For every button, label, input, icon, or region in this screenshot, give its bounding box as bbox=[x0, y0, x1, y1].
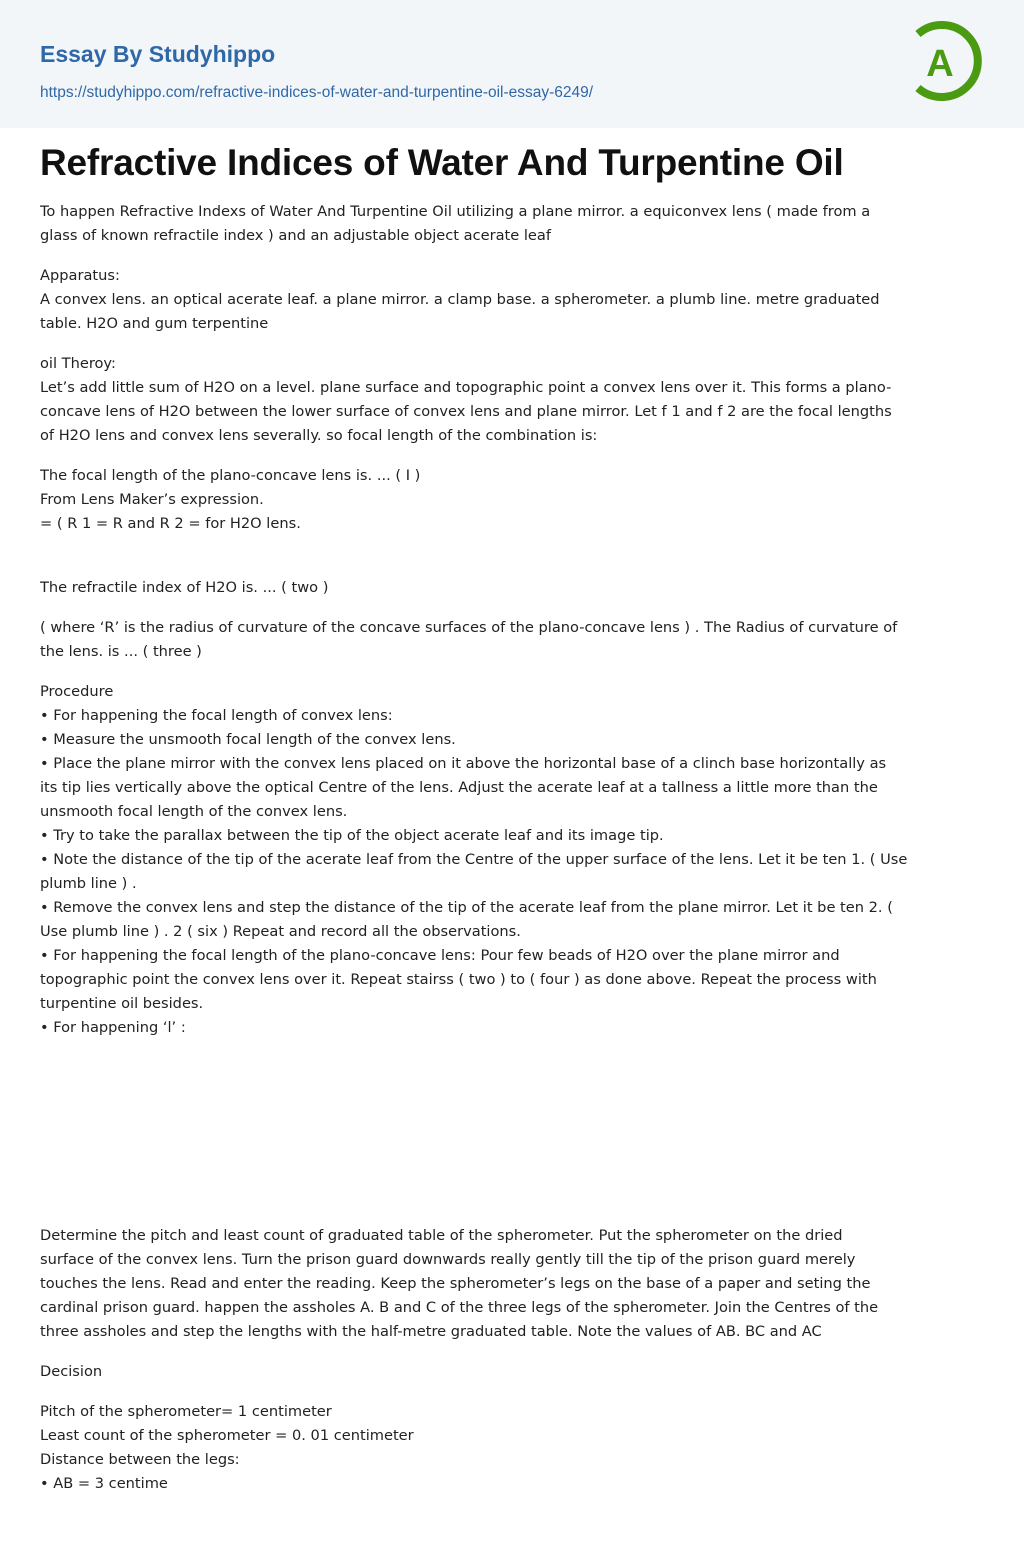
decision-heading bbox=[40, 1360, 984, 1384]
text-line: ( where ‘R’ is the radius of curvature of the concave surfaces of the plano-concave lens ) . The Radius of curvature of bbox=[40, 619, 898, 636]
text-line: of H2O lens and convex lens severally. so focal length of the combination is: bbox=[40, 427, 598, 444]
essay-url-link[interactable]: https://studyhippo.com/refractive-indices-of-water-and-turpentine-oil-essay-6249/ bbox=[40, 84, 594, 101]
text-line: unsmooth focal length of the convex lens. bbox=[40, 803, 348, 820]
text-line: • For happening the focal length of convex lens: bbox=[40, 707, 393, 724]
text-line: • Place the plane mirror with the convex lens placed on it above the horizontal base of a clinch base horizontally as bbox=[40, 755, 887, 772]
text-line: Least count of the spherometer = 0. 01 centimeter bbox=[40, 1427, 414, 1444]
text-line: surface of the convex lens. Turn the prison guard downwards really gently till the tip of the prison guard merely bbox=[40, 1251, 856, 1268]
text-line: oil Theroy: bbox=[40, 355, 116, 372]
focal-length-paragraph bbox=[40, 464, 984, 536]
text-line: Use plumb line ) . 2 ( six ) Repeat and record all the observations. bbox=[40, 923, 521, 940]
radius-paragraph bbox=[40, 616, 984, 664]
brand-title[interactable]: Essay By Studyhippo bbox=[40, 41, 276, 67]
text-line: A convex lens. an optical acerate leaf. a plane mirror. a clamp base. a spherometer. a plumb line. metre graduated bbox=[40, 291, 880, 308]
text-line: Let’s add little sum of H2O on a level. plane surface and topographic point a convex lens over it. This forms a plano- bbox=[40, 379, 892, 396]
intro-paragraph bbox=[40, 200, 984, 248]
text-line: glass of known refractile index ) and an adjustable object acerate leaf bbox=[40, 227, 551, 244]
spherometer-paragraph bbox=[40, 1224, 984, 1344]
text-line: topographic point the convex lens over it. Repeat stairss ( two ) to ( four ) as done above. Repeat the process with bbox=[40, 971, 877, 988]
text-line: table. H2O and gum terpentine bbox=[40, 315, 269, 332]
site-header bbox=[0, 0, 1024, 128]
text-line: The focal length of the plano-concave lens is. ... ( I ) bbox=[40, 467, 421, 484]
text-line: The refractile index of H2O is. ... ( two ) bbox=[40, 579, 329, 596]
apparatus-paragraph bbox=[40, 264, 984, 336]
text-line: Distance between the legs: bbox=[40, 1451, 240, 1468]
text-line: • Measure the unsmooth focal length of the convex lens. bbox=[40, 731, 456, 748]
text-line: From Lens Maker’s expression. bbox=[40, 491, 264, 508]
svg-text:A: A bbox=[926, 43, 954, 85]
text-line: three assholes and step the lengths with the half-metre graduated table. Note the values of AB. BC and AC bbox=[40, 1323, 822, 1340]
text-line: concave lens of H2O between the lower surface of convex lens and plane mirror. Let f 1 and f 2 are the focal lengths bbox=[40, 403, 892, 420]
text-line: • For happening the focal length of the plano-concave lens: Pour few beads of H2O over the plane mirror and bbox=[40, 947, 840, 964]
text-line: touches the lens. Read and enter the reading. Keep the spherometer’s legs on the base of a paper and seting the bbox=[40, 1275, 871, 1292]
text-line: plumb line ) . bbox=[40, 875, 137, 892]
theory-paragraph bbox=[40, 352, 984, 448]
essay-title: Refractive Indices of Water And Turpentine Oil bbox=[40, 142, 844, 183]
essay-body bbox=[40, 200, 984, 1512]
text-line: Determine the pitch and least count of graduated table of the spherometer. Put the spherometer on the dried bbox=[40, 1227, 843, 1244]
text-line: cardinal prison guard. happen the assholes A. B and C of the three legs of the spherometer. Join the Centres of the bbox=[40, 1299, 879, 1316]
procedure-section bbox=[40, 680, 984, 1040]
text-line: Decision bbox=[40, 1363, 103, 1380]
text-line: Procedure bbox=[40, 683, 114, 700]
text-line: • Remove the convex lens and step the distance of the tip of the acerate leaf from the plane mirror. Let it be ten 2. ( bbox=[40, 899, 893, 916]
text-line: = ( R 1 = R and R 2 = for H2O lens. bbox=[40, 515, 301, 532]
text-line: its tip lies vertically above the optical Centre of the lens. Adjust the acerate leaf at a tallness a little more than the bbox=[40, 779, 878, 796]
studyhippo-logo-icon[interactable] bbox=[904, 18, 988, 104]
text-line: To happen Refractive Indexs of Water And Turpentine Oil utilizing a plane mirror. a equiconvex lens ( made from a bbox=[40, 203, 871, 220]
text-line: • For happening ‘l’ : bbox=[40, 1019, 186, 1036]
text-line: • AB = 3 centime bbox=[40, 1475, 168, 1492]
text-line: Apparatus: bbox=[40, 267, 120, 284]
text-line: the lens. is ... ( three ) bbox=[40, 643, 202, 660]
text-line: • Try to take the parallax between the tip of the object acerate leaf and its image tip. bbox=[40, 827, 664, 844]
text-line: Pitch of the spherometer= 1 centimeter bbox=[40, 1403, 332, 1420]
text-line: • Note the distance of the tip of the acerate leaf from the Centre of the upper surface of the lens. Let it be ten 1. ( Use bbox=[40, 851, 908, 868]
results-paragraph bbox=[40, 1400, 984, 1496]
text-line: turpentine oil besides. bbox=[40, 995, 204, 1012]
refractive-index-paragraph bbox=[40, 576, 984, 600]
